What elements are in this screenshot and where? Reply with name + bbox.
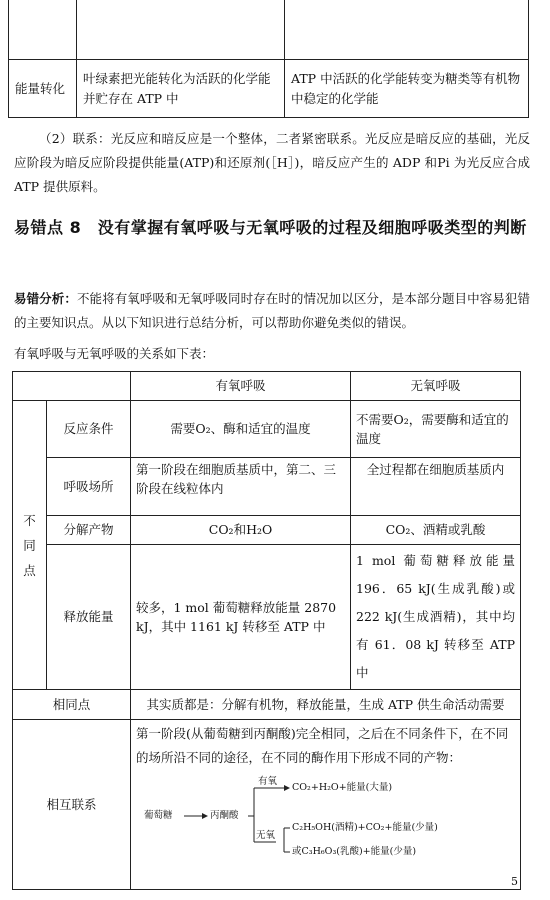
cell-same-text: 其实质都是：分解有机物，释放能量，生成 ATP 供生命活动需要 xyxy=(131,690,521,720)
aerobic-branch-label: 有氧 xyxy=(258,776,278,787)
row-label-location: 呼吸场所 xyxy=(47,458,131,516)
anaerobic-branch-label: 无氧 xyxy=(256,830,276,841)
cell-aerobic-products: CO₂和H₂O xyxy=(131,516,351,545)
pyruvate-label: 丙酮酸 xyxy=(210,810,239,821)
photosynthesis-table-fragment xyxy=(8,0,529,118)
row-label-condition: 反应条件 xyxy=(47,401,131,458)
cell-aerobic-condition: 需要O₂、酶和适宜的温度 xyxy=(131,401,351,458)
glucose-label: 葡萄糖 xyxy=(144,810,173,821)
header-anaerobic: 无氧呼吸 xyxy=(351,372,521,401)
light-reaction-energy-cell: 叶绿素把光能转化为活跃的化学能并贮存在 ATP 中 xyxy=(77,60,285,118)
cell-anaerobic-location: 全过程都在细胞质基质内 xyxy=(351,458,521,516)
analysis-label: 易错分析： xyxy=(14,291,77,306)
page-number: 5 xyxy=(511,875,518,888)
cell-anaerobic-energy: 1 mol 葡萄糖释放能量 196．65 kJ(生成乳酸)或 222 kJ(生成酒精)，其中均有 61．08 kJ 转移至 ATP 中 xyxy=(351,545,521,690)
dark-reaction-energy-cell: ATP 中活跃的化学能转变为糖类等有机物中稳定的化学能 xyxy=(285,60,529,118)
cell-anaerobic-products: CO₂、酒精或乳酸 xyxy=(351,516,521,545)
aerobic-product: CO₂+H₂O+能量(大量) xyxy=(292,782,393,793)
header-aerobic: 有氧呼吸 xyxy=(131,372,351,401)
different-points-label: 不 同 点 xyxy=(13,401,47,690)
row-label-same: 相同点 xyxy=(13,690,131,720)
cell-anaerobic-condition: 不需要O₂，需要酶和适宜的温度 xyxy=(351,401,521,458)
row-label-energy: 能量转化 xyxy=(9,60,77,118)
cell-aerobic-energy: 较多，1 mol 葡萄糖释放能量 2870 kJ，其中 1161 kJ 转移至 ATP 中 xyxy=(131,545,351,690)
row-label-products: 分解产物 xyxy=(47,516,131,545)
respiration-comparison-table xyxy=(12,371,521,890)
error-analysis-paragraph xyxy=(14,287,530,335)
cell-aerobic-location: 第一阶段在细胞质基质中，第二、三阶段在线粒体内 xyxy=(131,458,351,516)
section-heading: 易错点 8 没有掌握有氧呼吸与无氧呼吸的过程及细胞呼吸类型的判断 xyxy=(14,218,527,237)
analysis-text: 不能将有氧呼吸和无氧呼吸同时存在时的情况加以区分，是本部分题目中容易犯错的主要知识点。从以下知识进行总结分析，可以帮助你避免类似的错误。 xyxy=(14,291,530,330)
row-label-energy-release: 释放能量 xyxy=(47,545,131,690)
table-intro: 有氧呼吸与无氧呼吸的关系如下表： xyxy=(14,346,215,361)
alcohol-product: C₂H₅OH(酒精)+CO₂+能量(少量) xyxy=(292,822,438,833)
row-label-link: 相互联系 xyxy=(13,720,131,890)
link-text: 第一阶段(从葡萄糖到丙酮酸)完全相同，之后在不同条件下，在不同的场所沿不同的途径，在不同的酶作用下形成不同的产物： xyxy=(136,726,509,765)
lactic-product: 或C₃H₆O₃(乳酸)+能量(少量) xyxy=(292,846,417,857)
respiration-pathway-diagram xyxy=(144,776,504,858)
connection-paragraph: （2）联系：光反应和暗反应是一个整体，二者紧密联系。光反应是暗反应的基础，光反应阶段为暗反应阶段提供能量(ATP)和还原剂(［H］)，暗反应产生的 ADP 和Pi 为光反应合成 ATP 提供原料。 xyxy=(14,131,530,194)
cell-link xyxy=(131,720,521,890)
